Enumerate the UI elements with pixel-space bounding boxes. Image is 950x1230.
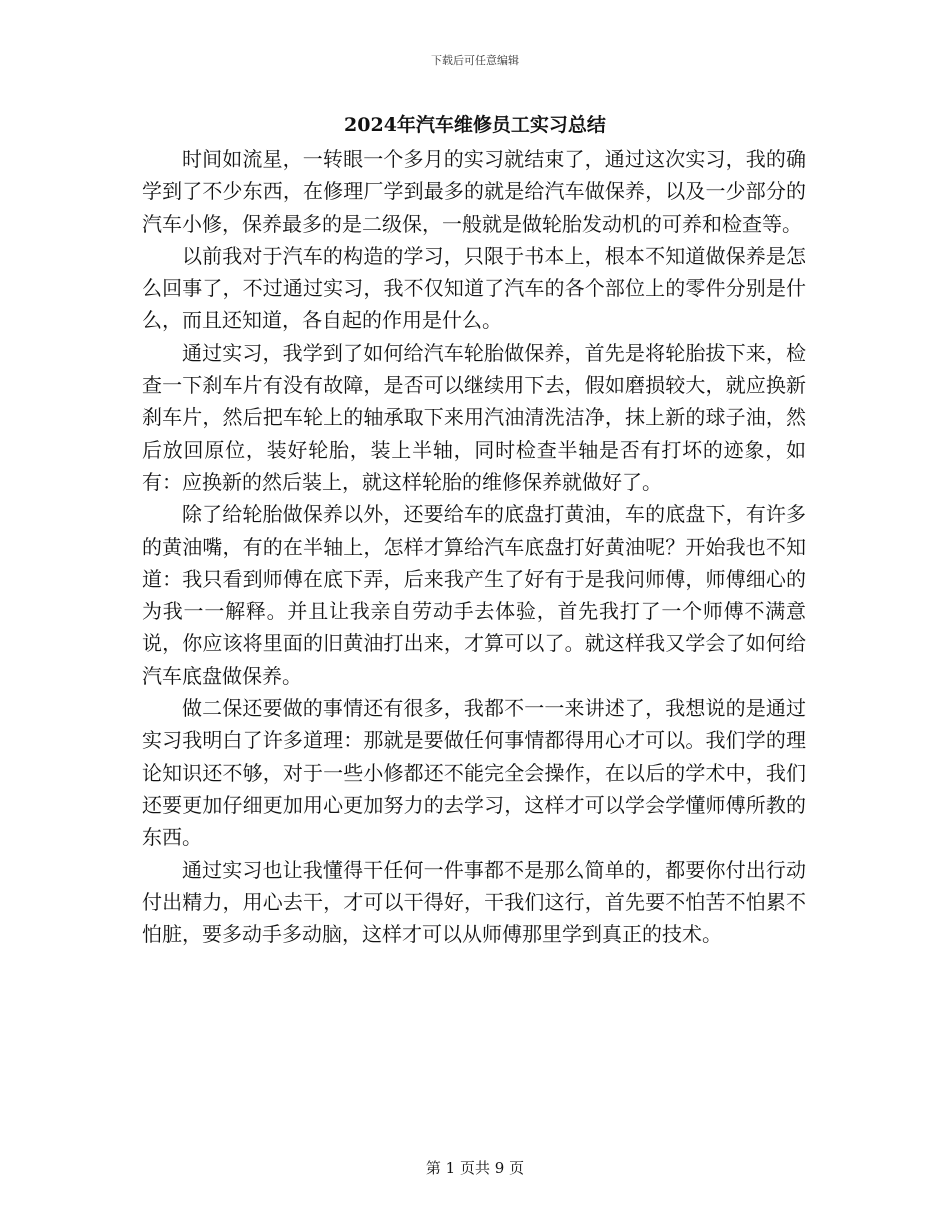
paragraph-6: 通过实习也让我懂得干任何一件事都不是那么简单的，都要你付出行动付出精力，用心去干，才可以干得好，干我们这行，首先要不怕苦不怕累不怕脏，要多动手多动脑，这样才可以从师傅那里学到真正的技术。 <box>142 857 806 947</box>
header-note: 下载后可任意编辑 <box>431 54 519 67</box>
page-footer: 第 1 页共 9 页 <box>425 1159 525 1177</box>
paragraph-2: 以前我对于汽车的构造的学习，只限于书本上，根本不知道做保养是怎么回事了，不过通过实习，我不仅知道了汽车的各个部位上的零件分别是什么，而且还知道，各自起的作用是什么。 <box>142 243 806 333</box>
document-title: 2024年汽车维修员工实习总结 <box>344 114 606 136</box>
document-body <box>142 143 806 950</box>
paragraph-3: 通过实习，我学到了如何给汽车轮胎做保养，首先是将轮胎拔下来，检查一下刹车片有没有故障，是否可以继续用下去，假如磨损较大，就应换新刹车片，然后把车轮上的轴承取下来用汽油清洗洁净，抹上新的球子油，然后放回原位，装好轮胎，装上半轴，同时检查半轴是否有打坏的迹象，如有：应换新的然后装上，就这样轮胎的维修保养就做好了。 <box>142 340 806 494</box>
paragraph-1: 时间如流星，一转眼一个多月的实习就结束了，通过这次实习，我的确学到了不少东西，在修理厂学到最多的就是给汽车做保养，以及一少部分的汽车小修，保养最多的是二级保，一般就是做轮胎发动机的可养和检查等。 <box>142 147 806 236</box>
paragraph-4: 除了给轮胎做保养以外，还要给车的底盘打黄油，车的底盘下，有许多的黄油嘴，有的在半轴上，怎样才算给汽车底盘打好黄油呢？开始我也不知道：我只看到师傅在底下弄，后来我产生了好有于是我问师傅，师傅细心的为我一一解释。并且让我亲自劳动手去体验，首先我打了一个师傅不满意说，你应该将里面的旧黄油打出来，才算可以了。就这样我又学会了如何给汽车底盘做保养。 <box>142 502 806 688</box>
paragraph-5: 做二保还要做的事情还有很多，我都不一一来讲述了，我想说的是通过实习我明白了许多道理：那就是要做任何事情都得用心才可以。我们学的理论知识还不够，对于一些小修都还不能完全会操作，在以后的学术中，我们还要更加仔细更加用心更加努力的去学习，这样才可以学会学懂师傅所教的东西。 <box>142 696 806 850</box>
